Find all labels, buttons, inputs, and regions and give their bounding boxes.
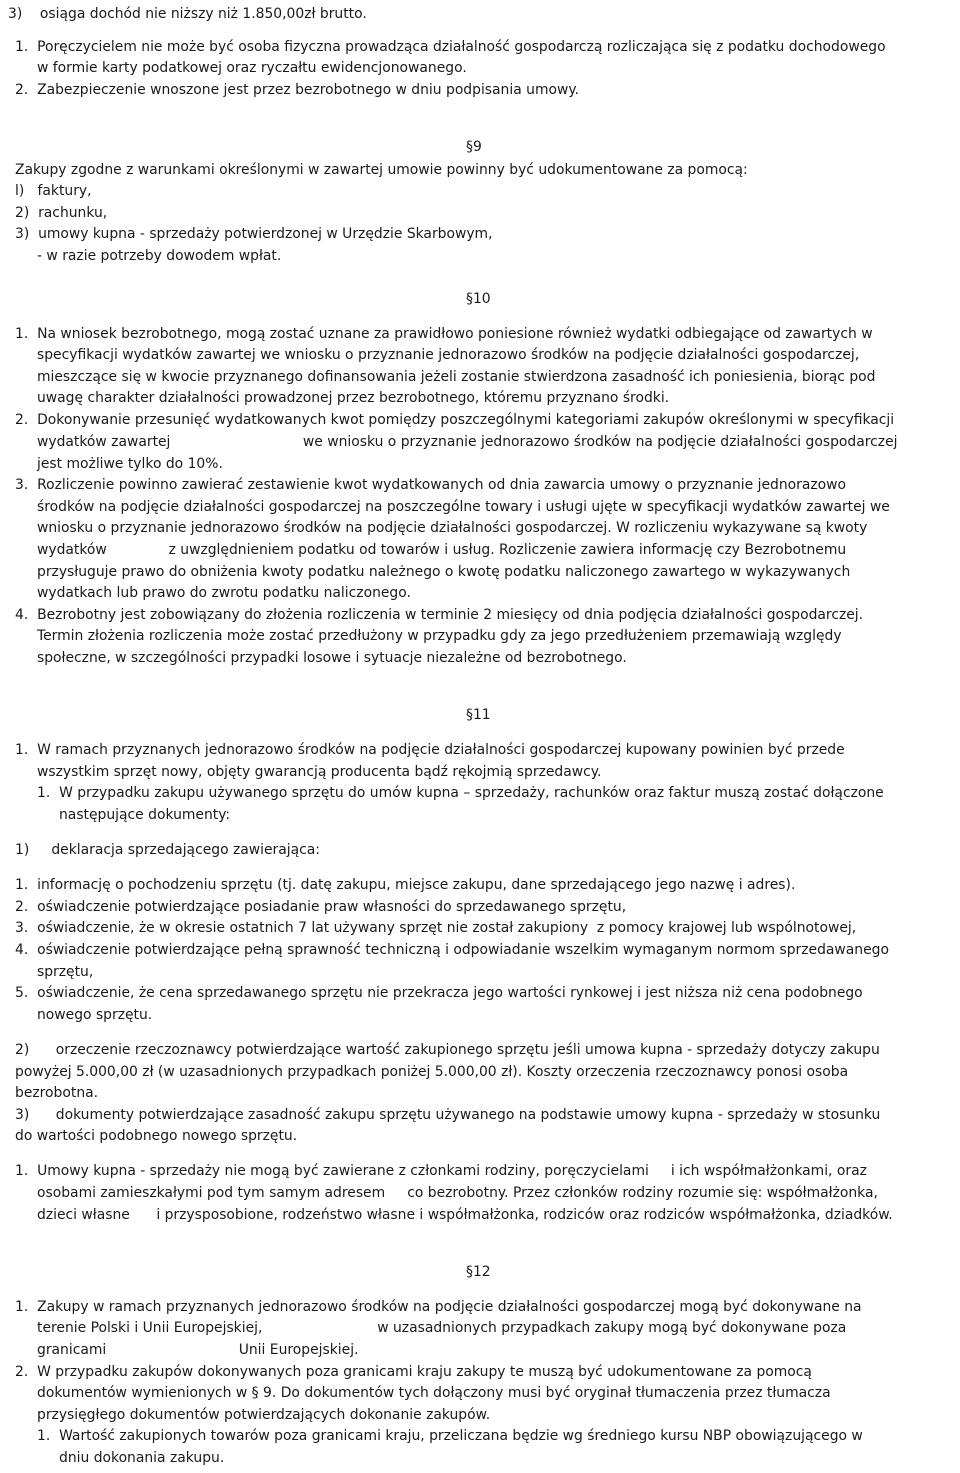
- section-heading: §10: [466, 291, 491, 307]
- text-line: - w razie potrzeby dowodem wpłat.: [37, 248, 282, 264]
- text-line: osobami zamieszkałymi pod tym samym adresem co bezrobotny. Przez członków rodziny rozumie się: współmałżonka,: [37, 1185, 878, 1201]
- text-line: dniu dokonania zakupu.: [59, 1450, 225, 1466]
- text-line: do wartości podobnego nowego sprzętu.: [15, 1128, 298, 1144]
- text-line: wszystkim sprzęt nowy, objęty gwarancją producenta bądź rękojmią sprzedawcy.: [37, 764, 602, 780]
- list-item: 1. informację o pochodzeniu sprzętu (tj. datę zakupu, miejsce zakupu, dane sprzedającego jego nazwę i adres).: [15, 877, 796, 893]
- text-line: specyfikacji wydatków zawartej we wniosku o przyznanie jednorazowo środków na podjęcie działalności gospodarczej,: [37, 347, 860, 363]
- text-line: 1. W przypadku zakupu używanego sprzętu do umów kupna – sprzedaży, rachunków oraz faktur muszą zostać dołączone: [37, 785, 884, 801]
- text-line: 2. Zabezpieczenie wnoszone jest przez bezrobotnego w dniu podpisania umowy.: [15, 82, 579, 98]
- text-line: terenie Polski i Unii Europejskiej, w uzasadnionych przypadkach zakupy mogą być dokonywane poza: [37, 1320, 847, 1336]
- text-line: społeczne, w szczególności przypadki losowe i sytuacje niezależne od bezrobotnego.: [37, 650, 627, 666]
- text-line: jest możliwe tylko do 10%.: [37, 456, 223, 472]
- section-heading: §9: [466, 139, 482, 155]
- list-item: 2. oświadczenie potwierdzające posiadanie praw własności do sprzedawanego sprzętu,: [15, 899, 627, 915]
- list-item: l) faktury,: [15, 183, 92, 199]
- text-line: wniosku o przyznanie jednorazowo środków na podjęcie działalności gospodarczej. W rozliczeniu wykazywane są kwoty: [37, 520, 868, 536]
- text-line: następujące dokumenty:: [59, 807, 231, 823]
- text-line: wydatków zawartej we wniosku o przyznanie jednorazowo środków na podjęcie działalności gospodarczej: [37, 434, 898, 450]
- text-line: sprzętu,: [37, 964, 94, 980]
- section-heading: §11: [466, 707, 491, 723]
- text-line: 1) deklaracja sprzedającego zawierająca:: [15, 842, 320, 858]
- text-line: wydatkach lub prawo do zwrotu podatku naliczonego.: [37, 585, 411, 601]
- text-line: 3. Rozliczenie powinno zawierać zestawienie kwot wydatkowanych od dnia zawarcia umowy o przyznanie jednorazowo: [15, 477, 847, 493]
- text-line: przysługuje prawo do obniżenia kwoty podatku należnego o kwotę podatku naliczonego zawartego w wykazywanych: [37, 564, 851, 580]
- text-line: Termin złożenia rozliczenia może zostać przedłużony w przypadku gdy za jego przedłużeniem przemawiają względy: [37, 628, 842, 644]
- text-line: dokumentów wymienionych w § 9. Do dokumentów tych dołączony musi być oryginał tłumaczenia przez tłumacza: [37, 1385, 831, 1401]
- list-item: 3. oświadczenie, że w okresie ostatnich 7 lat używany sprzęt nie został zakupiony z pomocy krajowej lub wspólnotowej,: [15, 920, 857, 936]
- text-line: 1. Wartość zakupionych towarów poza granicami kraju, przeliczana będzie wg średniego kursu NBP obowiązującego w: [37, 1428, 863, 1444]
- section-heading: §12: [466, 1264, 491, 1280]
- text-line: bezrobotna.: [15, 1085, 99, 1101]
- text-line: środków na podjęcie działalności gospodarczej na poszczególne towary i usługi ujęte w specyfikacji wydatków zawartej we: [37, 499, 890, 515]
- text-line: 1. Zakupy w ramach przyznanych jednorazowo środków na podjęcie działalności gospodarczej mogą być dokonywane na: [15, 1299, 862, 1315]
- list-item: 3) umowy kupna - sprzedaży potwierdzonej w Urzędzie Skarbowym,: [15, 226, 493, 242]
- text-line: 1. Umowy kupna - sprzedaży nie mogą być zawierane z członkami rodziny, poręczycielami i ich współmałżonkami, oraz: [15, 1163, 867, 1179]
- text-line: 2) orzeczenie rzeczoznawcy potwierdzające wartość zakupionego sprzętu jeśli umowa kupna - sprzedaży dotyczy zakupu: [15, 1042, 880, 1058]
- text-line: uwagę charakter działalności prowadzonej przez bezrobotnego, któremu przyznano środki.: [37, 390, 670, 406]
- text-line: mieszczące się w kwocie przyznanego dofinansowania jeżeli zostanie stwierdzona zasadność ich poniesienia, biorąc pod: [37, 369, 876, 385]
- text-line: 2. Dokonywanie przesunięć wydatkowanych kwot pomiędzy poszczególnymi kategoriami zakupów określonymi w specyfikacji: [15, 412, 895, 428]
- text-line: granicami Unii Europejskiej.: [37, 1342, 359, 1358]
- list-item: 4. oświadczenie potwierdzające pełną sprawność techniczną i odpowiadanie wszelkim wymaganym normom sprzedawanego: [15, 942, 889, 958]
- text-line: 3) dokumenty potwierdzające zasadność zakupu sprzętu używanego na podstawie umowy kupna - sprzedaży w stosunku: [15, 1107, 881, 1123]
- text-line: 2. W przypadku zakupów dokonywanych poza granicami kraju zakupy te muszą być udokumentowane za pomocą: [15, 1364, 812, 1380]
- list-item: 5. oświadczenie, że cena sprzedawanego sprzętu nie przekracza jego wartości rynkowej i jest niższa niż cena podobnego: [15, 985, 863, 1001]
- text-line: Zakupy zgodne z warunkami określonymi w zawartej umowie powinny być udokumentowane za pomocą:: [15, 162, 748, 178]
- text-line: 1. Na wniosek bezrobotnego, mogą zostać uznane za prawidłowo poniesione również wydatki odbiegające od zawartych w: [15, 326, 873, 342]
- text-line: 3) osiąga dochód nie niższy niż 1.850,00zł brutto.: [8, 6, 367, 22]
- text-line: 1. W ramach przyznanych jednorazowo środków na podjęcie działalności gospodarczej kupowany powinien być przede: [15, 742, 845, 758]
- text-line: wydatków z uwzględnieniem podatku od towarów i usług. Rozliczenie zawiera informację czy Bezrobotnemu: [37, 542, 847, 558]
- list-item: 2) rachunku,: [15, 205, 108, 221]
- text-line: 4. Bezrobotny jest zobowiązany do złożenia rozliczenia w terminie 2 miesięcy od dnia podjęcia działalności gospodarczej.: [15, 607, 864, 623]
- text-line: powyżej 5.000,00 zł (w uzasadnionych przypadkach poniżej 5.000,00 zł). Koszty orzeczenia rzeczoznawcy ponosi osoba: [15, 1064, 849, 1080]
- text-line: 1. Poręczycielem nie może być osoba fizyczna prowadząca działalność gospodarczą rozliczająca się z podatku dochodowego: [15, 39, 886, 55]
- text-line: dzieci własne i przysposobione, rodzeństwo własne i współmałżonka, rodziców oraz rodziców współmałżonka, dziadków.: [37, 1207, 893, 1223]
- text-line: przysięgłego dokumentów potwierdzających dokonanie zakupów.: [37, 1407, 491, 1423]
- text-line: w formie karty podatkowej oraz ryczałtu ewidencjonowanego.: [37, 60, 467, 76]
- text-line: nowego sprzętu.: [37, 1007, 153, 1023]
